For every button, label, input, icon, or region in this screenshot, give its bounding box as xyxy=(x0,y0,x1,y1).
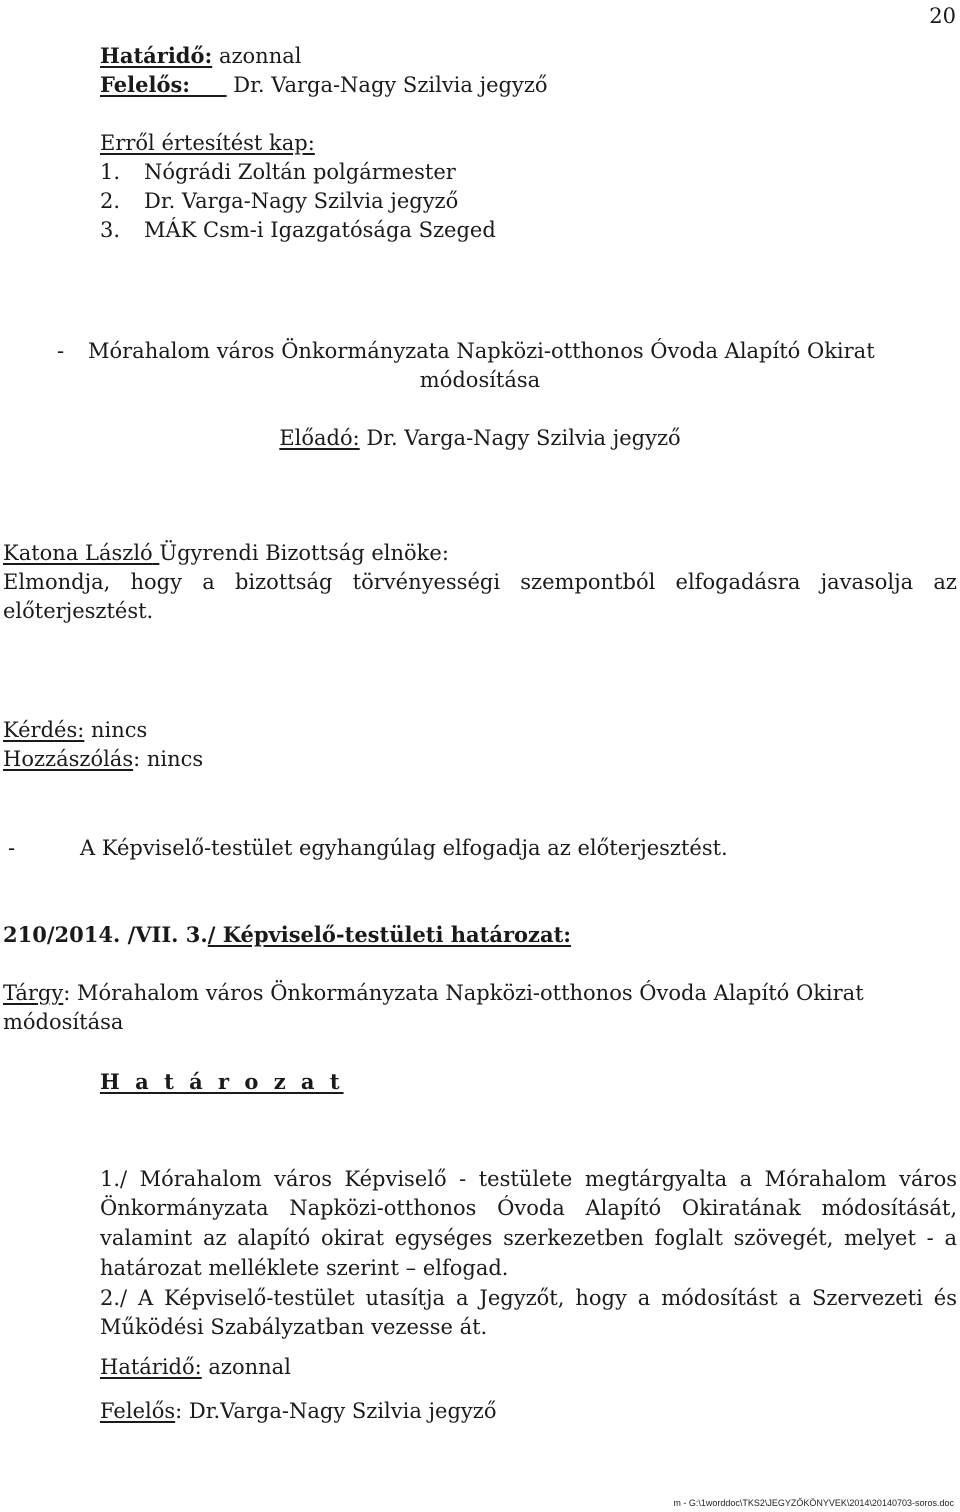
notify-item: 1. Nógrádi Zoltán polgármester xyxy=(100,160,456,184)
resolution-deadline-line xyxy=(100,1353,291,1382)
responsible-label: Felelős: xyxy=(100,72,191,97)
question-line xyxy=(3,716,147,745)
point1-line: 1./ Mórahalom város Képviselő - testülete megtárgyalta a Mórahalom város xyxy=(100,1167,957,1191)
footer-file-path: m - G:\1worddoc\TKS2\JEGYZŐKÖNYVEK\2014\20140703-soros.doc xyxy=(673,1498,954,1508)
point2-line2: Működési Szabályzatban vezesse át. xyxy=(100,1315,488,1339)
point1-line: Önkormányzata Napközi-otthonos Óvoda Alapító Okiratának módosítását, xyxy=(100,1196,957,1220)
comment-line xyxy=(3,745,203,774)
comment-value: : nincs xyxy=(133,747,204,771)
agenda-title-line2: módosítása xyxy=(419,368,541,392)
resolution-deadline-label: Határidő: xyxy=(100,1355,202,1379)
comment-label: Hozzászólás xyxy=(3,747,134,771)
notify-label: Erről értesítést kap: xyxy=(100,131,315,155)
subject-label: Tárgy xyxy=(3,981,64,1005)
resolution-responsible-value: : Dr.Varga-Nagy Szilvia jegyző xyxy=(175,1399,497,1423)
subject-line1: Tárgy: Mórahalom város Önkormányzata Napközi-otthonos Óvoda Alapító Okirat xyxy=(3,981,864,1005)
resolution-responsible-label: Felelős xyxy=(100,1399,176,1423)
resolution-number: 210/2014. /VII. 3./ Képviselő-testületi határozat: xyxy=(3,922,572,947)
question-value: nincs xyxy=(91,718,148,742)
subject-line2: módosítása xyxy=(3,1010,124,1034)
presenter-value: Dr. Varga-Nagy Szilvia jegyző xyxy=(366,426,681,450)
vote-dash: - xyxy=(8,836,16,860)
page-number: 20 xyxy=(929,4,956,28)
notify-item: 3. MÁK Csm-i Igazgatósága Szeged xyxy=(100,218,496,242)
committee-chair-name: Katona László xyxy=(3,541,153,565)
committee-statement-line2: előterjesztést. xyxy=(3,599,154,623)
vote-text: A Képviselő-testület egyhangúlag elfogadja az előterjesztést. xyxy=(80,836,728,860)
responsible-value: Dr. Varga-Nagy Szilvia jegyző xyxy=(233,73,548,97)
resolution-responsible-line xyxy=(100,1397,496,1426)
committee-statement-line1: Elmondja, hogy a bizottság törvényességi szempontból elfogadásra javasolja az xyxy=(3,570,957,594)
deadline-label: Határidő: xyxy=(100,43,213,68)
agenda-title-line1: Mórahalom város Önkormányzata Napközi-otthonos Óvoda Alapító Okirat xyxy=(88,339,875,363)
point1-last-line: határozat melléklete szerint – elfogad. xyxy=(100,1256,509,1280)
presenter-line xyxy=(0,424,960,453)
point2-line1: 2./ A Képviselő-testület utasítja a Jegyzőt, hogy a módosítást a Szervezeti és xyxy=(100,1286,957,1310)
committee-heading xyxy=(3,539,449,568)
resolution-deadline-value: azonnal xyxy=(208,1355,291,1379)
committee-role: Ügyrendi Bizottság elnöke: xyxy=(159,541,449,565)
question-label: Kérdés: xyxy=(3,718,85,742)
responsible-line xyxy=(100,70,548,100)
notify-item: 2. Dr. Varga-Nagy Szilvia jegyző xyxy=(100,189,459,213)
point1-line: valamint az alapító okirat egységes szerkezetben foglalt szövegét, melyet - a xyxy=(100,1226,957,1250)
resolution-heading: H a t á r o z a t xyxy=(100,1069,344,1094)
deadline-line xyxy=(100,41,301,71)
deadline-value: azonnal xyxy=(218,44,302,68)
presenter-label: Előadó: xyxy=(279,426,360,450)
agenda-dash: - xyxy=(57,339,65,363)
